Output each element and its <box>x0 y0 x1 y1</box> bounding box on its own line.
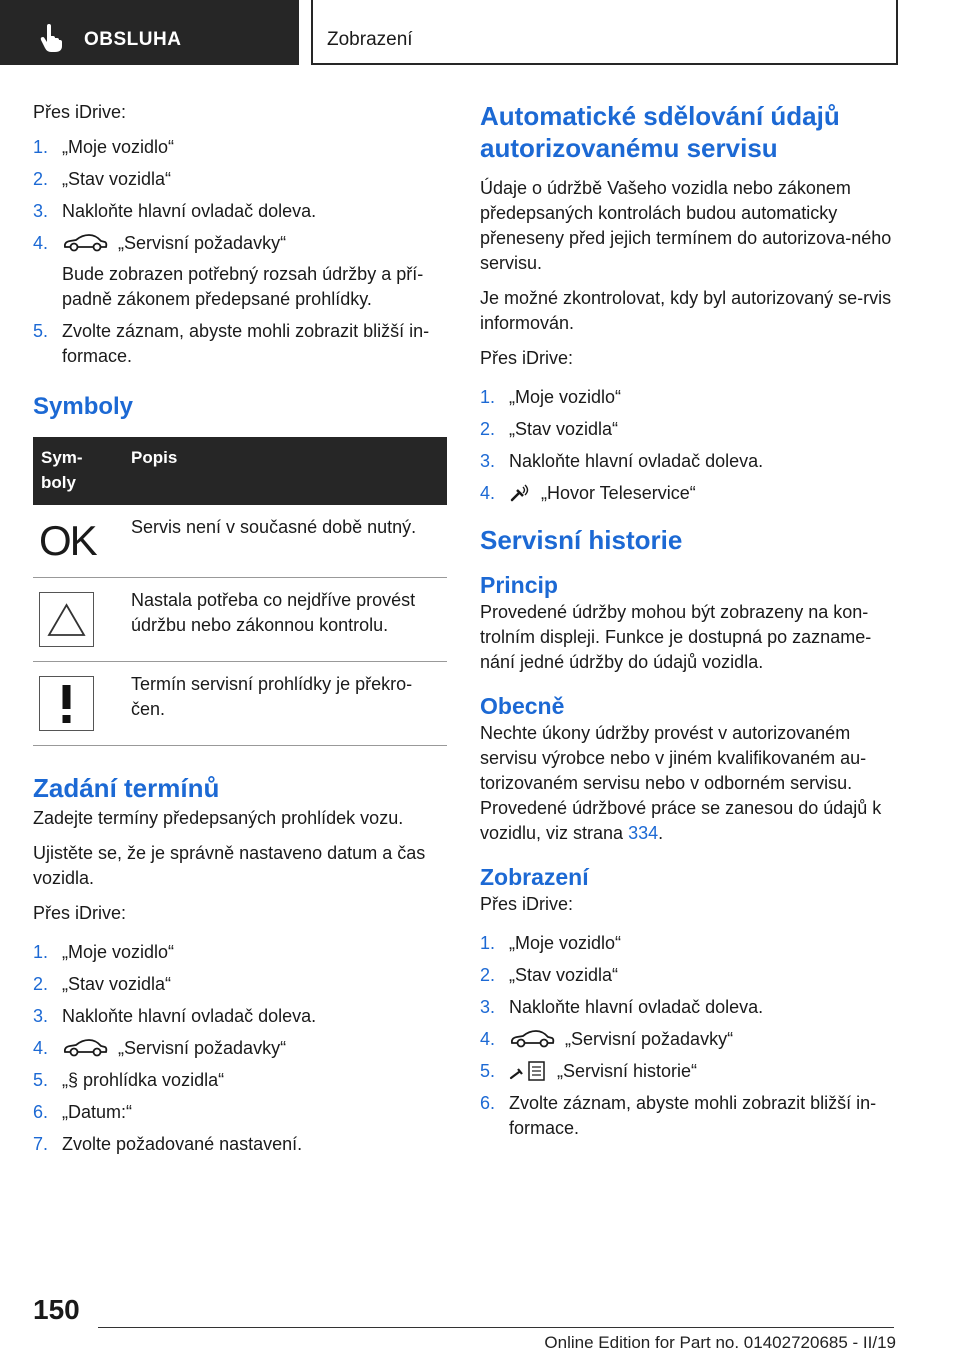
auto-text-1: Údaje o údržbě Vašeho vozidla nebo zákonem předepsaných kontrolách budou automaticky přeneseny před jejich termínem do autorizova-ného servisu. <box>480 178 892 273</box>
display-heading: Zobrazení <box>480 864 589 890</box>
list-item <box>33 1004 447 1029</box>
step-number: 2. <box>480 419 496 439</box>
list-item <box>480 417 894 442</box>
step-text: „Moje vozidlo“ <box>62 137 175 157</box>
step-number: 4. <box>33 233 49 253</box>
step-number: 7. <box>33 1134 49 1154</box>
list-item <box>480 449 894 474</box>
table-header-symbols: Sym-boly <box>33 437 123 505</box>
step-text: „Moje vozidlo“ <box>509 387 622 407</box>
left-column <box>33 100 447 1171</box>
auto-heading: Automatické sdělování údajů autorizovanému servisu <box>480 101 840 163</box>
step-text: „Servisní požadavky“ <box>118 233 287 253</box>
list-item <box>480 1091 894 1141</box>
hand-icon <box>40 24 64 52</box>
step-number: 4. <box>480 483 496 503</box>
step-text: „Servisní požadavky“ <box>118 1038 287 1058</box>
list-item <box>33 199 447 224</box>
step-text: „Moje vozidlo“ <box>62 942 175 962</box>
step-number: 2. <box>33 169 49 189</box>
steps-list-2 <box>33 940 447 1157</box>
ok-symbol: OK <box>39 517 96 564</box>
header-chapter-tab <box>311 0 898 65</box>
step-text: Nakloňte hlavní ovladač doleva. <box>62 201 317 221</box>
list-item <box>480 1059 894 1084</box>
table-row <box>33 662 447 746</box>
symbol-description: Termín servisní prohlídky je překro-čen. <box>123 662 447 746</box>
symbol-description: Nastala potřeba co nejdříve provést údržbu nebo zákonnou kontrolu. <box>123 578 447 662</box>
step-number: 1. <box>480 387 496 407</box>
list-item <box>480 963 894 988</box>
steps-list-1 <box>33 135 447 369</box>
section-label: OBSLUHA <box>84 29 182 50</box>
list-item <box>33 1036 447 1061</box>
steps-list-4 <box>480 931 894 1141</box>
table-row <box>33 505 447 578</box>
step-text: Zvolte požadované nastavení. <box>62 1134 303 1154</box>
step-number: 6. <box>480 1093 496 1113</box>
step-number: 1. <box>480 933 496 953</box>
general-text <box>480 721 894 846</box>
service-history-icon <box>509 1060 547 1082</box>
step-subtext: Bude zobrazen potřebný rozsah údržby a pří-padně zákonem předepsané prohlídky. <box>62 264 424 309</box>
step-text: Nakloňte hlavní ovladač doleva. <box>509 997 764 1017</box>
list-item <box>33 1100 447 1125</box>
list-item <box>33 1068 447 1093</box>
step-text: Zvolte záznam, abyste mohli zobrazit bližší in-formace. <box>62 321 430 366</box>
step-number: 5. <box>33 1070 49 1090</box>
list-item <box>33 231 447 312</box>
principle-heading: Princip <box>480 572 558 598</box>
step-text: „Stav vozidla“ <box>62 974 172 994</box>
step-number: 5. <box>480 1061 496 1081</box>
list-item <box>480 1027 894 1052</box>
warning-triangle-icon <box>39 592 94 647</box>
step-number: 2. <box>33 974 49 994</box>
general-heading: Obecně <box>480 693 565 719</box>
list-item <box>33 319 447 369</box>
step-text: „Hovor Teleservice“ <box>541 483 696 503</box>
step-number: 1. <box>33 137 49 157</box>
list-item <box>33 167 447 192</box>
list-item <box>33 1132 447 1157</box>
auto-text-2: Je možné zkontrolovat, kdy byl autorizovaný se-rvis informován. <box>480 288 892 333</box>
dates-heading: Zadání termínů <box>33 773 220 803</box>
page-number: 150 <box>33 1294 80 1325</box>
step-number: 6. <box>33 1102 49 1122</box>
list-item <box>480 481 894 506</box>
steps-list-3 <box>480 385 894 506</box>
symbols-heading: Symboly <box>33 393 134 420</box>
step-text: Zvolte záznam, abyste mohli zobrazit bližší in-formace. <box>509 1093 877 1138</box>
step-text: „Datum:“ <box>62 1102 133 1122</box>
step-number: 3. <box>33 1006 49 1026</box>
car-icon <box>62 1037 108 1059</box>
header-section-tab <box>0 0 299 65</box>
list-item <box>33 972 447 997</box>
page-link[interactable]: 334 <box>628 823 659 843</box>
table-header-row <box>33 437 447 505</box>
exclamation-icon <box>39 676 94 731</box>
footer-divider <box>98 1327 894 1328</box>
car-icon <box>62 232 108 254</box>
list-item <box>33 940 447 965</box>
dates-text-1: Zadejte termíny předepsaných prohlídek vozu. <box>33 808 404 828</box>
step-number: 2. <box>480 965 496 985</box>
right-column <box>480 100 894 1155</box>
list-item <box>480 931 894 956</box>
step-number: 4. <box>33 1038 49 1058</box>
footer-edition: Online Edition for Part no. 01402720685 - II/19 <box>544 1333 896 1352</box>
step-text: „Stav vozidla“ <box>509 965 619 985</box>
table-header-description: Popis <box>123 437 447 505</box>
step-text: „Servisní požadavky“ <box>565 1029 734 1049</box>
step-text: Nakloňte hlavní ovladač doleva. <box>62 1006 317 1026</box>
history-heading: Servisní historie <box>480 525 683 555</box>
list-item <box>480 995 894 1020</box>
general-text-end: . <box>658 823 664 843</box>
principle-text: Provedené údržby mohou být zobrazeny na kon-trolním displeji. Funkce je dostupná po zazname-nání jedné údržby do údajů vozidla. <box>480 602 872 672</box>
dates-text-3: Přes iDrive: <box>33 903 127 923</box>
teleservice-icon <box>509 482 531 504</box>
step-text: „Stav vozidla“ <box>62 169 172 189</box>
intro-text: Přes iDrive: <box>33 102 127 122</box>
list-item <box>33 135 447 160</box>
symbols-table <box>33 437 447 746</box>
step-text: „Stav vozidla“ <box>509 419 619 439</box>
step-number: 3. <box>33 201 49 221</box>
display-text: Přes iDrive: <box>480 894 574 914</box>
step-text: „§ prohlídka vozidla“ <box>62 1070 225 1090</box>
step-text: Nakloňte hlavní ovladač doleva. <box>509 451 764 471</box>
auto-text-3: Přes iDrive: <box>480 348 574 368</box>
step-number: 4. <box>480 1029 496 1049</box>
general-text-body: Nechte úkony údržby provést v autorizovaném servisu výrobce nebo v jiném kvalifikovaném au-torizovaném servisu nebo v odborném servisu. Provedené údržbové práce se zanesou do údajů k vozidlu, viz strana <box>480 723 882 843</box>
step-text: „Moje vozidlo“ <box>509 933 622 953</box>
table-row <box>33 578 447 662</box>
step-number: 5. <box>33 321 49 341</box>
symbol-description: Servis není v současné době nutný. <box>123 505 447 578</box>
step-number: 3. <box>480 451 496 471</box>
list-item <box>480 385 894 410</box>
step-number: 3. <box>480 997 496 1017</box>
chapter-title: Zobrazení <box>327 29 413 50</box>
step-number: 1. <box>33 942 49 962</box>
step-text: „Servisní historie“ <box>557 1061 698 1081</box>
car-icon <box>509 1028 555 1050</box>
dates-text-2: Ujistěte se, že je správně nastaveno datum a čas vozidla. <box>33 843 426 888</box>
